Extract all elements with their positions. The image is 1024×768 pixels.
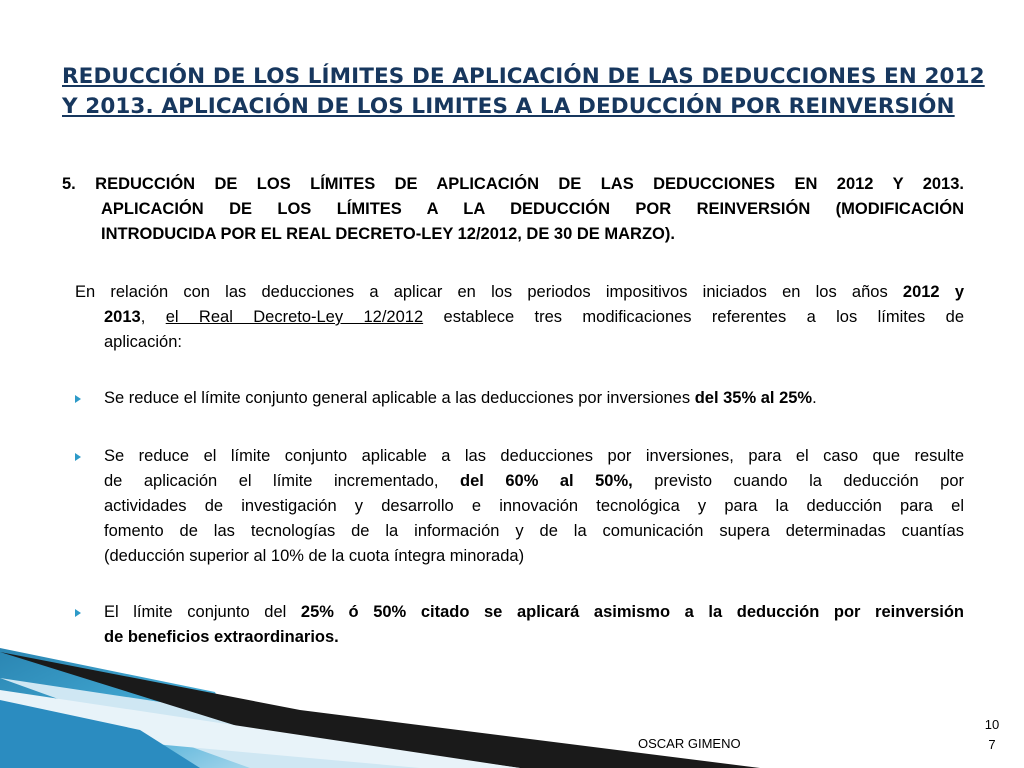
bullet-item-1 — [75, 386, 964, 411]
intro-years-bold: 2012 y — [902, 283, 964, 301]
slide-title — [62, 62, 985, 122]
section-heading — [62, 172, 964, 247]
intro-line-1: En relación con las deducciones a aplicar en los periodos impositivos iniciados en los años 2012 y — [75, 283, 964, 301]
bullet-2-text: Se reduce el límite conjunto aplicable a las deducciones por inversiones, para el caso que resulte de aplicación el límite incrementado, del 60% al 50%, previsto cuando la deducción por actividades de investigación y desarrollo e innovación tecnológica y para la deducción para el fomento de las tecnologías de la información y de la comunicación supera determinadas cuantías (deducción superior al 10% de la cuota íntegra minorada) — [104, 447, 964, 565]
real-decreto-link[interactable]: el Real Decreto-Ley 12/2012 — [165, 308, 424, 326]
intro-line-3: aplicación: — [104, 333, 182, 351]
intro-line-2: 2013, el Real Decreto-Ley 12/2012 establece tres modificaciones referentes a los límites de — [104, 308, 965, 326]
slide-title-line-2: Y 2013. APLICACIÓN DE LOS LIMITES A LA DEDUCCIÓN POR REINVERSIÓN — [62, 94, 955, 119]
slide-title-line-1: REDUCCIÓN DE LOS LÍMITES DE APLICACIÓN DE LAS DEDUCCIONES EN 2012 — [62, 64, 985, 89]
bullet-item-2 — [75, 444, 964, 569]
section-heading-line-3: INTRODUCIDA POR EL REAL DECRETO-LEY 12/2012, DE 30 DE MARZO). — [101, 225, 675, 243]
section-heading-line-1: 5. REDUCCIÓN DE LOS LÍMITES DE APLICACIÓN DE LAS DEDUCCIONES EN 2012 Y 2013. — [62, 175, 964, 193]
intro-year-2013: 2013 — [104, 308, 141, 326]
bullet-1-text: Se reduce el límite conjunto general aplicable a las deducciones por inversiones del 35% al 25%. — [104, 389, 817, 407]
section-heading-line-2: APLICACIÓN DE LOS LÍMITES A LA DEDUCCIÓN POR REINVERSIÓN (MODIFICACIÓN — [101, 200, 964, 218]
intro-paragraph — [75, 280, 964, 355]
footer-author: OSCAR GIMENO — [638, 736, 741, 751]
arrow-bullet-icon — [75, 453, 81, 461]
bullet-3-text: El límite conjunto del 25% ó 50% citado se aplicará asimismo a la deducción por reinversión de beneficios extraordinarios. — [104, 603, 965, 646]
page-number: 10 7 — [984, 717, 1000, 752]
arrow-bullet-icon — [75, 395, 81, 403]
